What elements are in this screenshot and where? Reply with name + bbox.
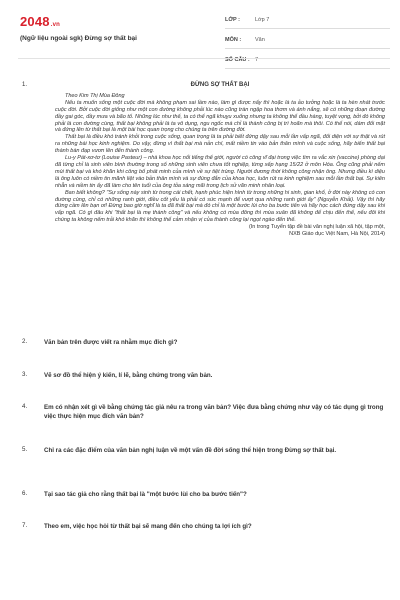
document-title: (Ngữ liệu ngoài sgk) Đừng sợ thất bại [20, 35, 137, 42]
logo-suffix: .vn [50, 22, 61, 28]
logo-text: 2048 [20, 14, 50, 29]
passage-author: Theo Kim Thị Mùa Đông [65, 92, 125, 99]
question-number: 1. [22, 82, 28, 88]
question-text: Chỉ ra các đặc điểm của văn bản nghị luận về một vấn đề đời sống thể hiện trong Đừng sợ thất bại. [44, 447, 337, 454]
question-text: Vẽ sơ đồ thể hiện ý kiến, lí lẽ, bằng chứng trong văn bản. [44, 372, 213, 379]
question-number: 4. [22, 403, 28, 410]
reading-passage [55, 82, 385, 238]
question-text: Tại sao tác giả cho rằng thất bại là "một bước lùi cho ba bước tiến"? [44, 491, 247, 498]
site-logo[interactable] [20, 14, 60, 29]
passage-paragraph: Lu-y Pát-xơ-tơ (Louise Pasteur) – nhà khoa học nổi tiếng thế giới, người có công vĩ đại trong việc tìm ra vắc xin (vaccine) phòng dại đã từng chỉ là sinh viên bình thường trong số những sinh viên chưa tốt nghiệp, từng xếp hạng 15/22 ở môn Hóa. Ông cũng phải nếm mùi thất bại và khó khăn khi công bố phát minh của mình về sự tiệt trùng. Người đương thời không công nhận ông. Nhưng điều kì diệu là ông luôn có niềm tin mãnh liệt vào bản thân mình và sự đúng đắn của khoa học, luôn rút ra kinh nghiệm sau mỗi lần thất bại. Sự kiên nhẫn và niềm tin ấy đã làm cho tên tuổi của ông tỏa sáng mãi trong lịch sử văn minh nhân loại. [55, 155, 385, 189]
meta-row-question-count [225, 52, 390, 69]
question-text: Văn bản trên được viết ra nhằm mục đích gì? [44, 339, 178, 346]
passage-paragraph: Nếu ta muốn sống một cuộc đời mà không phạm sai lầm nào, làm gì được nấy thì hoặc là ta ảo tưởng hoặc là ta hèn nhát trước cuộc đời. Bởi cuộc đời giống như một con đường không phải lúc nào cũng tràn ngập hoa thơm và ánh nắng, sẽ có những đoạn đường đầy gai góc, đầy mưa và bão tố. Những lúc như thế, ta có thể ngã khuỵu xuống nhưng ta không thể đầu hàng, tuyệt vọng, bởi đó không phải là con đường cùng, thất bại không phải là ta vô dụng, ngu ngốc mà chỉ là thành công bị trì hoãn mà thôi. Có thể nói, dám đối mặt và đứng lên từ thất bại là một bài học quan trọng cho chúng ta trên đường đời. [55, 99, 385, 134]
passage-paragraph: Ban biết không? "Sự sống này sinh từ trong cái chết, hạnh phúc hiện hình từ trong những hi sinh, gian khổ, ở đời này không có con đường cùng, chỉ có những ranh giới, điều cốt yếu là phải có sức mạnh để vượt qua những ranh giới ấy" (Nguyễn Khải). Vậy thì hãy đứng cầm lên bạn ơi! Đừng bao giờ nghĩ là ta đã thất bại mà đó chỉ là một bước lùi cho ba bước tiến và hãy học cách đứng dậy sau khi vấp ngã. Có gì đâu khi "thất bại là mẹ thành công" và nếu không có mùa đông thì mùa xuân đã không để chịu đến thế, nếu đôi khi chúng ta không nếm trải khó khăn thì không thể cảm nhận vị của thành công lại ngọt ngào đến thế. [55, 189, 385, 224]
meta-row-grade [225, 12, 390, 29]
question-number: 7. [22, 522, 28, 529]
question-text: Em có nhận xét gì về bằng chứng tác giả nêu ra trong văn bản? Việc đưa bằng chứng như vậy có tác dụng gì trong việc thực hiện mục đích văn bản? [44, 404, 384, 420]
question-number: 2. [22, 338, 28, 345]
meta-label: SỐ CÂU : [225, 57, 250, 63]
question-number: 3. [22, 371, 28, 378]
passage-paragraph: Thất bại là điều khó tránh khỏi trong cuộc sống, quan trọng là ta phải biết đứng dậy sau mỗi lần vấp ngã, đối diện với sự thật và rút ra những bài học kinh nghiệm. Do vậy, đừng vì thất bại mà nản chí, mất niềm tin vào bản thân mình và cuộc sống, hãy biến thất bại thành bàn đạp vươn lên đến thành công. [55, 134, 385, 155]
question-number: 5. [22, 446, 28, 453]
question-text: Theo em, việc học hỏi từ thất bại sẽ mang đến cho chúng ta lợi ích gì? [44, 523, 252, 530]
meta-label: MÔN : [225, 37, 242, 43]
meta-value: Văn [255, 37, 265, 43]
passage-publisher: NXB Giáo dục Việt Nam, Hà Nội, 2014) [289, 231, 385, 238]
meta-row-subject [225, 32, 390, 49]
question-number: 6. [22, 490, 28, 497]
meta-value: 7 [255, 57, 259, 63]
document-meta [225, 12, 390, 69]
passage-title: ĐỪNG SỢ THẤT BẠI [190, 82, 250, 88]
meta-value: Lớp 7 [255, 17, 270, 23]
header-divider [18, 58, 390, 59]
passage-citation: (In trong Tuyển tập đề bài văn nghị luận xã hội, tập một, [248, 224, 385, 231]
meta-label: LỚP : [225, 17, 240, 23]
